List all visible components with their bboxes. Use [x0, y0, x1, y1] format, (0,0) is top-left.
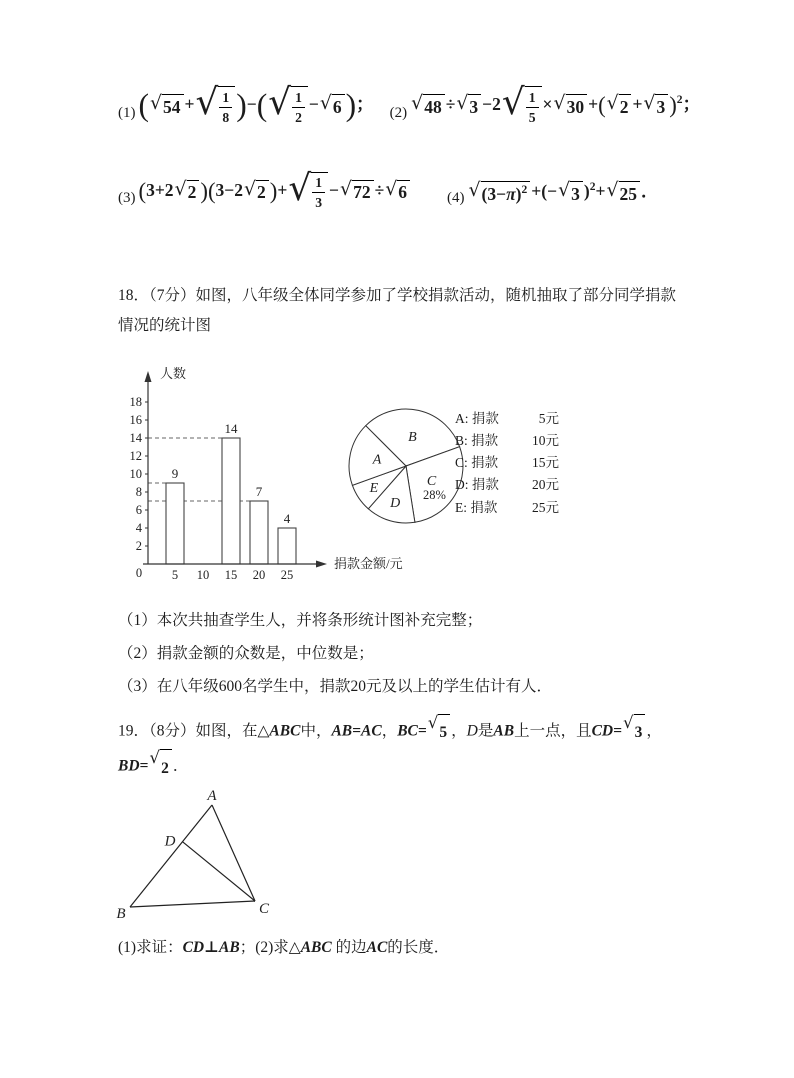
legend-label: C: 捐款 [455, 455, 499, 471]
expression-row-1 [118, 82, 701, 126]
radical: √ 54 [150, 94, 184, 118]
expression-1-label: (1) [118, 104, 136, 121]
legend-value: 5元 [538, 410, 559, 426]
pie-percent-label: 28% [423, 487, 446, 502]
bar-value-label: 9 [171, 465, 179, 481]
radical: √ 30 [554, 94, 588, 118]
y-tick-label: 16 [129, 412, 142, 427]
fraction: $\frac{1}{3}$ [312, 174, 325, 211]
legend-row [455, 452, 559, 474]
fraction: $\frac{1}{5}$ [526, 89, 539, 126]
problem-18-questions [118, 604, 686, 704]
legend-label: E: 捐款 [455, 499, 498, 515]
y-axis-arrow [145, 371, 152, 382]
problem-18-title: 18．（7分）如图，八年级全体同学参加了学校捐款活动，随机抽取了部分同学捐款情况的统计图 [118, 287, 677, 335]
y-tick-label: 14 [129, 430, 142, 445]
legend-value: 15元 [532, 455, 559, 471]
expression-3-label: (3) [118, 190, 136, 207]
pie-slice-label: C [426, 473, 437, 489]
x-axis-arrow [316, 560, 327, 567]
x-tick-label: 5 [171, 567, 179, 582]
pie-slice-label: A [372, 452, 382, 468]
radical: √ 72 [340, 180, 374, 204]
legend-row [455, 497, 559, 519]
vertex-label-C: C [258, 901, 270, 918]
radical: √ $(3-\pi)^2$ [468, 181, 530, 205]
segment-DC [182, 842, 255, 901]
legend-value: 10元 [532, 432, 559, 448]
radical: √ $\frac{1}{3}$ [288, 172, 328, 212]
x-tick-label: 25 [280, 567, 294, 582]
fraction: $\frac{1}{8}$ [219, 89, 232, 126]
expression-2: √ 48 ÷ √ 3 −2 √ $\frac{1}{5}$ × √ 30 +( √ 2 + √ 3 )$^2$； [411, 82, 701, 125]
x-tick-label: 10 [196, 567, 210, 582]
radical: √ 2 [149, 749, 171, 785]
radical: √ 2 [244, 180, 269, 204]
radical: √ 3 [623, 714, 645, 750]
expression-1: ( √ 54 + √ $\frac{1}{8}$ )−( √ $\frac{1}{2}$ − √ 6 )； [138, 82, 374, 125]
vertex-label-D: D [164, 833, 176, 850]
legend-label: D: 捐款 [455, 477, 499, 493]
bar [278, 528, 296, 564]
vertex-label-A: A [207, 789, 217, 805]
radical: √ 25 [606, 181, 640, 205]
question-1: （1）本次共抽查学生人，并将条形统计图补充完整； [118, 611, 483, 629]
radical: √ $\frac{1}{2}$ [268, 86, 308, 126]
y-tick-label: 6 [135, 502, 142, 517]
pie-legend [455, 408, 559, 519]
bar [222, 438, 240, 564]
y-tick-label: 12 [129, 448, 142, 463]
y-tick-label: 2 [135, 538, 142, 553]
expression-4: √ $(3-\pi)^2$ +(− √ 3 )$^2$+ √ 25 ． [468, 179, 659, 204]
side-BC [130, 901, 255, 907]
bar [166, 483, 184, 564]
radical: √ 3 [558, 181, 583, 205]
radical: √ 6 [320, 94, 345, 118]
legend-label: B: 捐款 [455, 432, 499, 448]
pie-slice-label: B [408, 429, 417, 445]
y-tick-label: 0 [135, 565, 143, 580]
statistics-figure [118, 354, 686, 604]
bar-value-label: 7 [255, 483, 263, 499]
y-axis-title: 人数 [160, 365, 187, 381]
radical: √ $\frac{1}{8}$ [196, 86, 236, 126]
pie-slice-label: D [390, 495, 401, 511]
radical: √ 2 [175, 180, 200, 204]
radical: √ 2 [607, 94, 632, 118]
y-tick-label: 8 [135, 484, 142, 499]
legend-value: 20元 [532, 477, 559, 493]
pie-slice-label: E [369, 480, 379, 496]
radical: √ 48 [411, 94, 445, 118]
radical: √ 5 [428, 714, 450, 750]
problem-19-tasks: (1)求证：CD⊥AB；(2)求△ABC 的边AC的长度． [118, 939, 450, 957]
vertex-label-B: B [116, 906, 126, 923]
question-2: （2）捐款金额的众数是，中位数是； [118, 645, 374, 662]
triangle-figure [112, 789, 332, 929]
legend-label: A: 捐款 [455, 410, 499, 426]
side-AC [212, 805, 255, 901]
radical: √ 3 [456, 94, 481, 118]
fraction: $\frac{1}{2}$ [292, 89, 305, 126]
y-tick-label: 18 [129, 394, 142, 409]
radical: √ 3 [643, 94, 668, 118]
x-tick-label: 20 [252, 567, 266, 582]
expression-2-label: (2) [389, 104, 408, 121]
legend-row [455, 430, 559, 452]
expression-row-2 [118, 167, 686, 212]
y-tick-label: 10 [129, 466, 142, 481]
bar [250, 501, 268, 564]
question-3: （3）在八年级600名学生中，捐款20元及以上的学生估计有人． [118, 678, 553, 696]
radical: √ $\frac{1}{5}$ [502, 86, 542, 126]
legend-value: 25元 [532, 499, 559, 515]
radical: √ 6 [385, 180, 410, 204]
problem-19-text: 19．（8分）如图，在△ABC中，AB=AC，BC= √ 5 ，D是AB上一点，且CD= √ 3 ， BD= √ 2 ． [118, 714, 686, 786]
x-axis-title: 捐款金额/元 [334, 555, 403, 571]
bar-value-label: 4 [283, 510, 291, 526]
bar-value-label: 14 [224, 420, 238, 436]
y-tick-label: 4 [135, 520, 142, 535]
expression-3: (3+2 √ 2 )(3−2 √ 2 )+ √ $\frac{1}{3}$ − √ 72 ÷ √ 6 [139, 172, 411, 212]
legend-row [455, 474, 559, 496]
legend-row [455, 408, 559, 430]
x-tick-label: 15 [224, 567, 238, 582]
expression-4-label: (4) [446, 190, 465, 207]
